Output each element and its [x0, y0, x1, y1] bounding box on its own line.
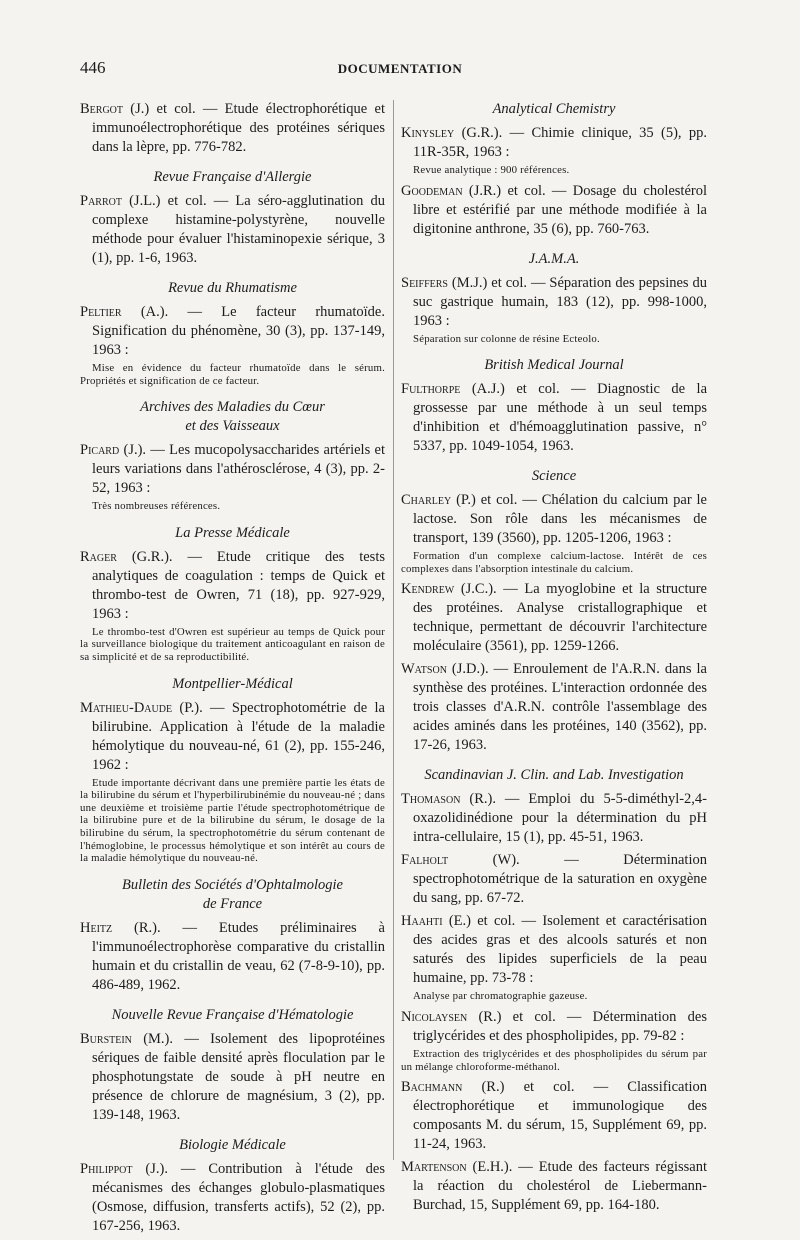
reference-entry — [80, 699, 385, 775]
journal-title: British Medical Journal — [484, 357, 624, 374]
reference-text: — Etude des facteurs régissant la réaction du cholestérol de Liebermann-Burchad, 15, Supplément 69, pp. 164-180. — [413, 1159, 707, 1214]
reference-annotation: Très nombreuses références. — [92, 500, 221, 513]
journal-section — [80, 675, 385, 865]
reference-text: — Le facteur rhumatoïde. Signification du phénomène, 30 (3), pp. 137-149, 1963 : — [92, 304, 385, 358]
reference-text: — Détermination spectrophotométrique de la saturation en oxygène du sang, pp. 67-72. — [413, 852, 707, 907]
reference-text: — Isolement des lipoprotéines sériques de faible densité après floculation par le phosphotungstate de soude à pH neutre en présence de chlorure de magnésium, 3 (2), pp. 139-148, 1963. — [92, 1030, 385, 1123]
reference-entry — [80, 1160, 385, 1236]
left-column — [80, 100, 385, 1240]
reference-author: Thomason (R.). — [401, 791, 496, 808]
journal-title: Revue Française d'Allergie — [153, 169, 312, 185]
reference-annotation: Le thrombo-test d'Owren est supérieur au temps de Quick pour la surveillance biologique du traitement anticoagulant en raison de sa simplicité et de sa reproductibilité. — [80, 625, 385, 663]
reference-annotation: Extraction des triglycérides et des phospholipides du sérum par un mélange chloroforme-méthanol. — [401, 1047, 707, 1073]
reference-author: Haahti (E.) — [401, 913, 471, 930]
column-divider — [393, 100, 394, 1160]
reference-author: Falholt (W). — [401, 852, 520, 869]
journal-section — [401, 356, 707, 456]
reference-text: et col. — Classification électrophorétique et immunologique des composants M. du sérum, 15, Supplément 69, pp. 11-24, 1963. — [413, 1079, 708, 1153]
reference-text: — Emploi du 5-5-diméthyl-2,4-oxazolidinédione pour la détermination du pH intra-cellulaire, 15 (1), pp. 45-51, 1963. — [413, 791, 708, 846]
reference-entry — [401, 790, 707, 847]
journal-title: Biologie Médicale — [179, 1136, 286, 1153]
journal-title: Montpellier-Médical — [172, 675, 293, 692]
reference-text: et col. — Séparation des pepsines du suc gastrique humain, 183 (12), pp. 998-1000, 1963 : — [413, 274, 707, 329]
journal-title: Revue du Rhumatisme — [168, 280, 297, 296]
journal-section — [80, 100, 385, 157]
reference-text: — Etudes préliminaires à l'immunoélectrophorèse comparative du cristallin humain et du cristallin de veau, 62 (7-8-9-10), pp. 486-489, 1962. — [92, 919, 385, 993]
reference-text: — Spectrophotométrie de la bilirubine. Application à l'étude de la maladie hémolytique du nouveau-né, 61 (2), pp. 155-246, 1962 : — [92, 699, 385, 773]
journal-title: Analytical Chemistry — [492, 101, 616, 117]
journal-title: J.A.M.A. — [528, 250, 580, 267]
reference-annotation: Formation d'un complexe calcium-lactose. Intérêt de ces complexes dans l'absorption intestinale du calcium. — [401, 550, 707, 575]
reference-entry — [80, 303, 385, 360]
reference-entry — [80, 100, 385, 157]
reference-entry — [401, 491, 707, 548]
reference-text: — Contribution à l'étude des mécanismes des échanges globulo-plasmatiques (Osmose, diffusion, transferts actifs), 52 (2), pp. 167-256, 1963. — [92, 1160, 386, 1234]
reference-text: — Etude critique des tests analytiques de coagulation : temps de Quick et thrombo-test de Owren, 71 (18), pp. 927-929, 1963 : — [92, 548, 385, 622]
reference-entry — [80, 1030, 385, 1125]
reference-author: Mathieu-Daude (P.). — [80, 699, 203, 716]
reference-entry — [80, 919, 385, 995]
journal-section — [80, 1006, 385, 1125]
reference-author: Bachmann (R.) — [401, 1079, 505, 1096]
reference-annotation: Mise en évidence du facteur rhumatoïde dans le sérum. Propriétés et signification de ce facteur. — [80, 362, 385, 387]
reference-entry — [401, 851, 707, 908]
reference-entry — [80, 548, 385, 624]
reference-text: — Les mucopolysaccharides artériels et leurs variations dans l'athérosclérose, 4 (3), pp. 2-52, 1963 : — [92, 442, 385, 497]
running-title: DOCUMENTATION — [337, 61, 463, 76]
reference-author: Nicolaysen (R.) — [401, 1008, 502, 1025]
reference-entry — [401, 1078, 707, 1154]
journal-title: Bulletin des Sociétés d'Ophtalmologie de France — [122, 876, 343, 912]
reference-entry — [401, 580, 707, 656]
reference-author: Rager (G.R.). — [80, 548, 173, 565]
reference-author: Seiffers (M.J.) — [401, 274, 488, 291]
journal-section — [401, 467, 707, 755]
reference-author: Bergot (J.) — [80, 101, 150, 117]
reference-entry — [401, 274, 707, 331]
reference-author: Picard (J.). — [80, 442, 147, 459]
journal-section — [80, 876, 385, 995]
journal-section — [401, 100, 707, 239]
reference-author: Martenson (E.H.). — [401, 1159, 513, 1176]
reference-author: Heitz (R.). — [80, 919, 161, 936]
reference-text: et col. — Isolement et caractérisation des acides gras et des alcools saturés et non saturés des lipides superficiels de la peau humaine, pp. 73-78 : — [413, 913, 708, 987]
reference-text: — Enroulement de l'A.R.N. dans la synthèse des protéines. L'interaction ordonnée des trois classes d'A.R.N. contrôle l'assemblage des acides aminés dans les protéines, 140 (3562), pp. 17-26, 1963. — [413, 661, 707, 754]
journal-section — [80, 168, 385, 268]
reference-entry — [401, 380, 707, 456]
reference-author: Philippot (J.). — [80, 1160, 168, 1177]
reference-author: Watson (J.D.). — [401, 661, 489, 678]
reference-author: Burstein (M.). — [80, 1030, 174, 1047]
reference-entry — [80, 441, 385, 498]
reference-entry — [80, 192, 385, 268]
journal-section — [80, 279, 385, 387]
reference-author: Fulthorpe (A.J.) — [401, 381, 505, 398]
journal-section — [80, 524, 385, 664]
journal-section — [401, 766, 707, 1215]
reference-text: et col. — La séro-agglutination du complexe histamine-polystyrène, nouvelle méthode pour évaluer l'histaminopexie sérique, 3 (1), pp. 1-6, 1963. — [92, 193, 385, 266]
reference-entry — [401, 660, 707, 755]
reference-text: et col. — Diagnostic de la grossesse par une méthode à un seul temps d'inhibition et d'hémoagglutination passive, n° 5337, pp. 1049-1054, 1963. — [413, 381, 708, 455]
journal-title: La Presse Médicale — [175, 524, 290, 541]
reference-entry — [401, 1008, 707, 1046]
right-column — [401, 100, 707, 1219]
reference-entry — [401, 124, 707, 162]
reference-author: Parrot (J.L.) — [80, 193, 161, 209]
journal-title: Scandinavian J. Clin. and Lab. Investigation — [424, 767, 684, 784]
reference-author: Peltier (A.). — [80, 304, 169, 320]
reference-entry — [401, 182, 707, 239]
reference-entry — [401, 912, 707, 988]
reference-author: Kendrew (J.C.). — [401, 581, 497, 598]
reference-text: et col. — Etude électrophorétique et immunoélectrophorétique des protéines sériques dans la lèpre, pp. 776-782. — [92, 101, 385, 155]
reference-author: Kinysley (G.R.). — [401, 125, 503, 141]
reference-author: Goodeman (J.R.) — [401, 182, 502, 199]
reference-annotation: Etude importante décrivant dans une première partie les états de la bilirubine du sérum et l'hyperbilirubinémie du nouveau-né ; dans une deuxième et troisième partie l'étude spectrophotométrique de la bilirubine pure et de la bilirubine du sérum, le dosage de la bilirubine du sérum, la spectrophotométrie du sérum contenant de l'hémoglobine, le processus hémolytique et son intérêt au cours de la maladie hémolytique du nouveau-né. — [80, 776, 385, 865]
reference-annotation: Analyse par chromatographie gazeuse. — [413, 990, 588, 1003]
reference-annotation: Séparation sur colonne de résine Ecteolo. — [413, 332, 600, 345]
reference-text: et col. — Chélation du calcium par le lactose. Son rôle dans les mécanismes de transport, 139 (3560), pp. 1205-1206, 1963 : — [413, 492, 707, 547]
reference-entry — [401, 1158, 707, 1215]
journal-section — [80, 398, 385, 513]
reference-text: — La myoglobine et la structure des protéines. Analyse cristallographique et technique, permettant de découvrir l'architecture moléculaire (3561), pp. 1259-1266. — [413, 581, 707, 655]
reference-text: et col. — Détermination des triglycérides et des phospholipides, pp. 79-82 : — [413, 1008, 707, 1044]
reference-author: Charley (P.) — [401, 492, 476, 509]
reference-text: et col. — Dosage du cholestérol libre et estérifié par une méthode modifiée à la digitonine anthrone, 35 (6), pp. 760-763. — [413, 182, 708, 237]
reference-annotation: Revue analytique : 900 références. — [413, 164, 570, 176]
reference-text: — Chimie clinique, 35 (5), pp. 11R-35R, 1963 : — [413, 125, 707, 160]
journal-section — [401, 250, 707, 346]
page-number: 446 — [80, 58, 106, 77]
journal-title: Science — [531, 468, 577, 485]
journal-title: Nouvelle Revue Française d'Hématologie — [111, 1006, 354, 1023]
journal-title: Archives des Maladies du Cœur et des Vaisseaux — [140, 399, 325, 435]
